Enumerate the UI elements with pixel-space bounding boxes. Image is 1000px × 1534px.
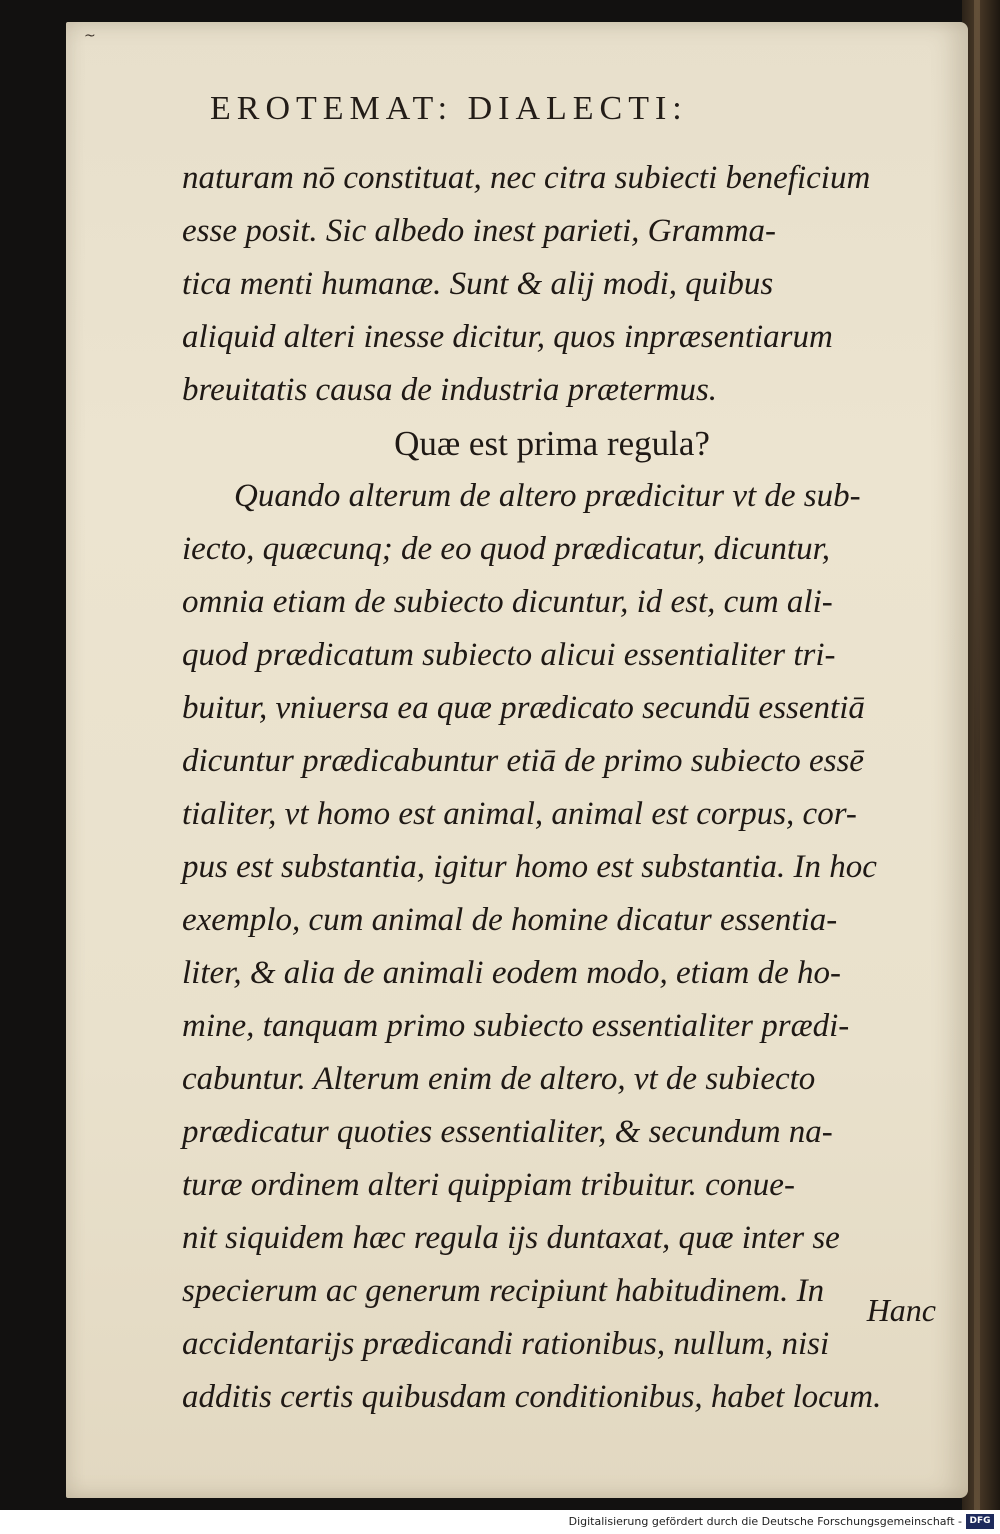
text-line: nit siquidem hæc regula ijs duntaxat, quæ inter se — [182, 1220, 840, 1256]
text-line: esse posit. Sic albedo inest parieti, Gramma- — [182, 213, 776, 249]
funding-credit: Digitalisierung gefördert durch die Deutsche Forschungsgemeinschaft - — [568, 1515, 962, 1528]
text-line: accidentarijs prædicandi rationibus, nullum, nisi — [182, 1326, 830, 1362]
text-line: prædicatur quoties essentialiter, & secundum na- — [182, 1114, 833, 1150]
corner-mark: ~ — [84, 28, 96, 44]
text-line: liter, & alia de animali eodem modo, etiam de ho- — [182, 955, 841, 991]
catchword: Hanc — [866, 1292, 936, 1328]
text-line: exemplo, cum animal de homine dicatur essentia- — [182, 902, 838, 938]
text-line: mine, tanquam primo subiecto essentialiter prædi- — [182, 1008, 850, 1044]
text-line: buitur, vniuersa ea quæ prædicato secundū essentiā — [182, 690, 865, 726]
text-block — [182, 152, 952, 1424]
text-line: tica menti humanæ. Sunt & alij modi, quibus — [182, 266, 774, 302]
dfg-logo: DFG — [966, 1514, 994, 1529]
text-line: iecto, quæcunq; de eo quod prædicatur, dicuntur, — [182, 531, 831, 567]
text-line: naturam nō constituat, nec citra subiecti beneficium — [182, 160, 871, 196]
text-line: dicuntur prædicabuntur etiā de primo subiecto essē — [182, 743, 864, 779]
text-line: breuitatis causa de industria prætermus. — [182, 372, 718, 408]
footer-bar — [0, 1510, 1000, 1534]
text-line: Quando alterum de altero prædicitur vt de sub- — [234, 478, 861, 514]
text-line: specierum ac generum recipiunt habitudinem. In — [182, 1273, 825, 1309]
text-line: tialiter, vt homo est animal, animal est corpus, cor- — [182, 796, 857, 832]
text-line: quod prædicatum subiecto alicui essentialiter tri- — [182, 637, 836, 673]
spine-edge — [974, 0, 980, 1510]
text-line: turæ ordinem alteri quippiam tribuitur. conue- — [182, 1167, 795, 1203]
running-head: EROTEMAT: DIALECTI: — [210, 90, 688, 127]
text-line: cabuntur. Alterum enim de altero, vt de subiecto — [182, 1061, 816, 1097]
text-line: pus est substantia, igitur homo est substantia. In hoc — [182, 849, 877, 885]
section-heading: Quæ est prima regula? — [394, 424, 710, 463]
text-line: omnia etiam de subiecto dicuntur, id est, cum ali- — [182, 584, 833, 620]
text-line: additis certis quibusdam conditionibus, habet locum. — [182, 1379, 882, 1415]
text-line: aliquid alteri inesse dicitur, quos inpræsentiarum — [182, 319, 833, 355]
